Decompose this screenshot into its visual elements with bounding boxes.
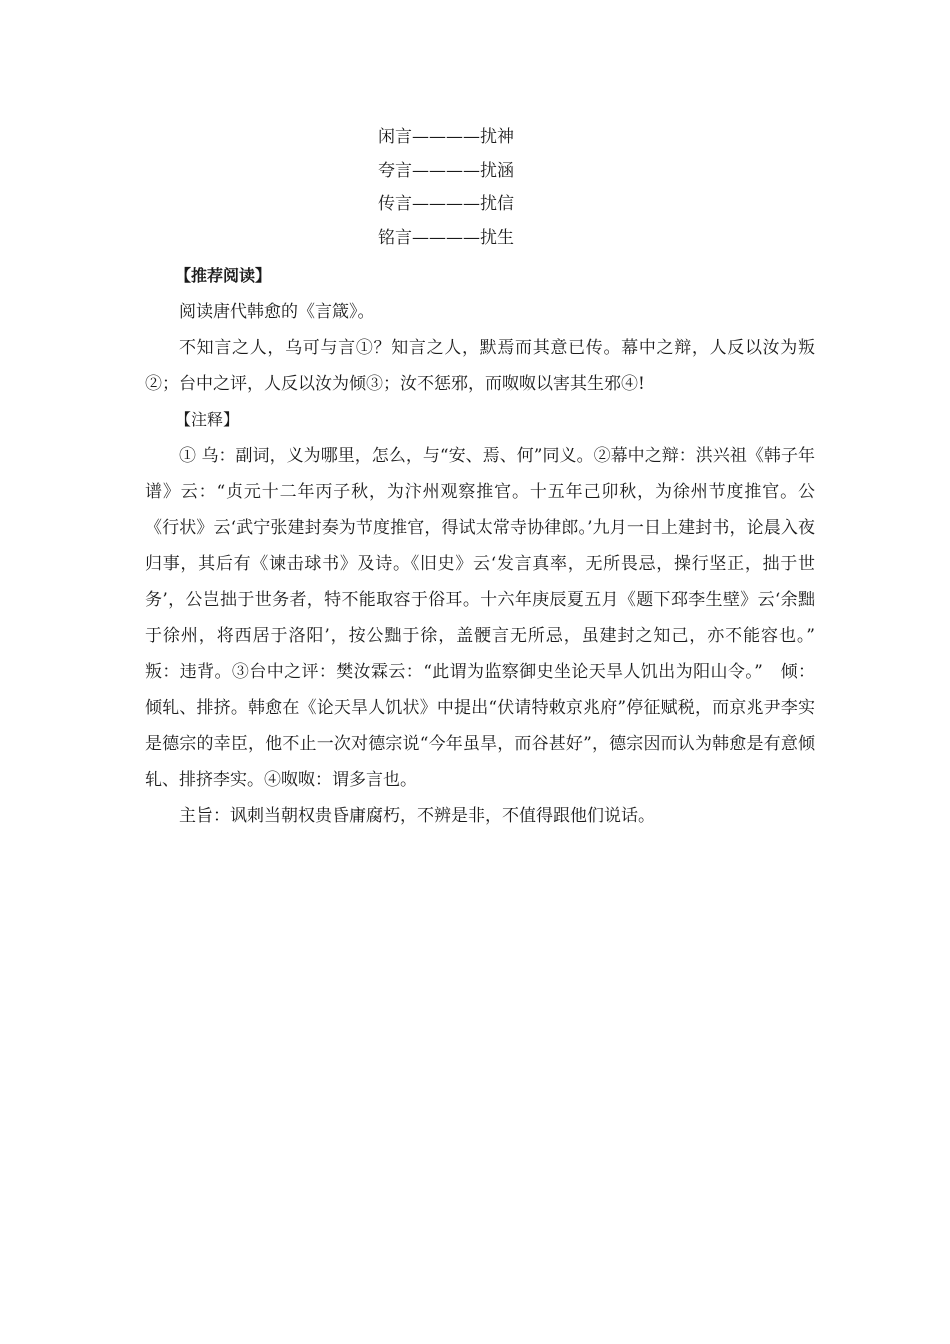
intro-paragraph: 阅读唐代韩愈的《言箴》。	[179, 302, 375, 322]
reading-section	[145, 258, 832, 834]
word-pair-list	[378, 124, 578, 258]
word-pair-line: 传言————扰信	[378, 194, 514, 214]
notes-paragraph: ① 乌：副词，义为哪里，怎么，与“安、焉、何”同义。②幕中之辩：洪兴祖《韩子年谱》云：“贞元十二年丙子秋，为汴州观察推官。十五年己卯秋，为徐州节度推官。公《行状》云‘武宁张建封奏为节度推官，得试太常寺协律郎。’九月一日上建封书，论晨入夜归事，其后有《谏击球书》及诗。《旧史》云‘发言真率，无所畏忌，操行坚正，拙于世务’，公岂拙于世务者，特不能取容于俗耳。十六年庚辰夏五月《题下邳李生壁》云‘余黜于徐州，将西居于洛阳’，按公黜于徐，盖骾言无所忌，虽建封之知己，亦不能容也。” 叛：违背。③台中之评：樊汝霖云：“此谓为监察御史坐论天旱人饥出为阳山令。” 倾：倾轧、排挤。韩愈在《论天旱人饥状》中提出“伏请特敕京兆府”停征赋税，而京兆尹李实是德宗的幸臣，他不止一次对德宗说“今年虽旱，而谷甚好”，德宗因而认为韩愈是有意倾轧、排挤李实。④呶呶：谓多言也。	[145, 446, 832, 790]
word-pair-line: 铭言————扰生	[378, 227, 514, 248]
word-pair-line: 夸言————扰涵	[378, 160, 514, 181]
passage-paragraph: 不知言之人，乌可与言①？知言之人，默焉而其意已传。幕中之辩，人反以汝为叛②；台中之评，人反以汝为倾③；汝不惩邪，而呶呶以害其生邪④!	[145, 338, 815, 394]
word-pair-line: 闲言————扰神	[378, 127, 514, 147]
notes-heading: 【注释】	[175, 410, 240, 429]
recommended-reading-heading: 【推荐阅读】	[175, 266, 272, 285]
theme-paragraph: 主旨：讽刺当朝权贵昏庸腐朽，不辨是非，不值得跟他们说话。	[179, 806, 655, 826]
